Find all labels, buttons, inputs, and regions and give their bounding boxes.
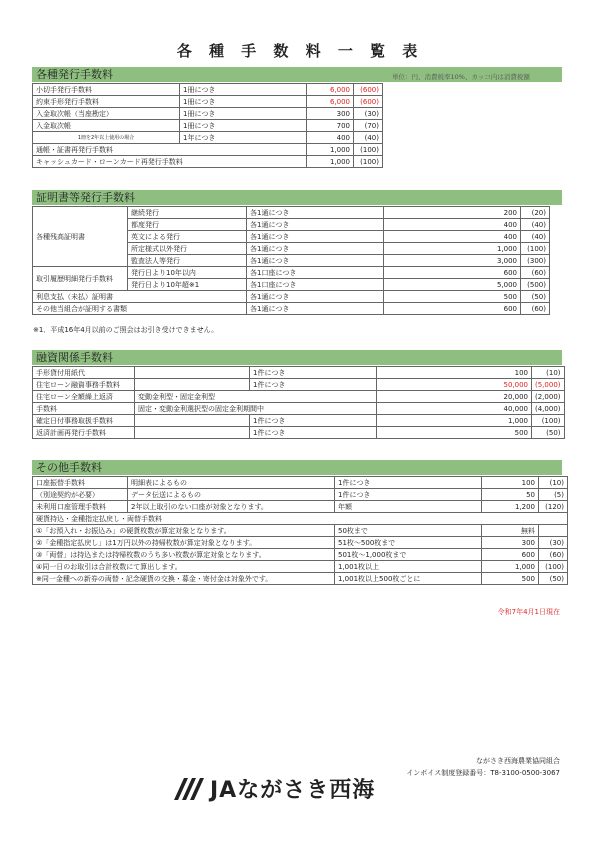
tax-cell: (50) (539, 573, 568, 585)
section-header-certificate: 証明書等発行手数料 (32, 190, 562, 205)
amount-cell: 300 (307, 108, 354, 120)
amount-cell: 40,000 (377, 403, 532, 415)
table-row (33, 207, 550, 219)
tax-cell: (5,000) (532, 379, 565, 391)
item-cell: 住宅ローン融資事務手数料 (33, 379, 135, 391)
logo-text: JAながさき西海 (210, 778, 376, 803)
table-row (33, 513, 568, 525)
unit-cell: 各1通につき (247, 243, 384, 255)
amount-cell: 1,200 (482, 501, 539, 513)
amount-cell: 3,000 (384, 255, 521, 267)
table-row (33, 537, 568, 549)
unit-cell: 各1通につき (247, 303, 384, 315)
amount-cell: 1,000 (377, 415, 532, 427)
table-row (33, 477, 568, 489)
unit-cell: 各1通につき (247, 255, 384, 267)
group-cell: 取引履歴明細発行手数料 (33, 267, 128, 291)
tax-cell: (100) (354, 156, 383, 168)
coin-note-cell: ①「お預入れ・お振込み」の硬貨枚数が算定対象となります。 (33, 525, 335, 537)
item-cell: 約束手形発行手数料 (33, 96, 180, 108)
page-title: 各 種 手 数 料 一 覧 表 (176, 42, 424, 60)
amount-cell: 1,000 (384, 243, 521, 255)
item-cell: 入金取次帳（当座勘定） (33, 108, 180, 120)
table-row (33, 549, 568, 561)
item-cell: 1冊を2年以上使用の場合 (33, 132, 180, 144)
table-row (33, 367, 565, 379)
coin-range-cell: 1,001枚以上500枚ごとに (335, 573, 482, 585)
tax-cell: (70) (354, 120, 383, 132)
sub-item-cell: 明細表によるもの (128, 477, 335, 489)
table-row (33, 267, 550, 279)
item-cell: 未利用口座管理手数料 (33, 501, 128, 513)
amount-cell: 20,000 (377, 391, 532, 403)
item-cell: （別途契約が必要） (33, 489, 128, 501)
table-row (33, 120, 383, 132)
item-cell: キャッシュカード・ローンカード再発行手数料 (33, 156, 307, 168)
group-cell: 各種残高証明書 (33, 207, 128, 267)
amount-cell: 100 (482, 477, 539, 489)
tax-cell: (4,000) (532, 403, 565, 415)
table-row (33, 108, 383, 120)
other-table (32, 476, 568, 585)
amount-cell: 600 (482, 549, 539, 561)
sub-item-cell: 継続発行 (128, 207, 247, 219)
item-cell: 利息支払（未払）証明書 (33, 291, 247, 303)
item-cell: その他当組合が証明する書類 (33, 303, 247, 315)
table-row (33, 489, 568, 501)
section-header-other: その他手数料 (32, 460, 562, 475)
issuance-table (32, 83, 383, 168)
table-row (33, 303, 550, 315)
unit-cell: 1冊につき (180, 96, 307, 108)
table-row (33, 84, 383, 96)
sub-item-cell: データ伝送によるもの (128, 489, 335, 501)
tax-cell: (500) (521, 279, 550, 291)
blank-cell (135, 367, 250, 379)
tax-cell: (60) (521, 303, 550, 315)
section-header-issuance: 各種発行手数料 (32, 67, 562, 82)
amount-cell: 500 (384, 291, 521, 303)
org-name: ながさき西海農業協同組合 (476, 757, 560, 765)
table-row (33, 379, 565, 391)
table-row (33, 291, 550, 303)
table-row (33, 561, 568, 573)
amount-cell: 50,000 (377, 379, 532, 391)
tax-cell: (10) (539, 477, 568, 489)
item-cell: 手形貸付用紙代 (33, 367, 135, 379)
amount-cell: 400 (307, 132, 354, 144)
amount-cell: 100 (377, 367, 532, 379)
blank-cell (135, 379, 250, 391)
tax-cell: (100) (539, 561, 568, 573)
amount-cell: 200 (384, 207, 521, 219)
unit-cell: 各1通につき (247, 219, 384, 231)
table-row (33, 427, 565, 439)
coin-note-cell: ※同一金種への新券の両替・記念硬貨の交換・募金・寄付金は対象外です。 (33, 573, 335, 585)
unit-cell: 各1通につき (247, 291, 384, 303)
unit-cell: 1件につき (250, 427, 377, 439)
unit-cell: 固定・変動金利選択型の固定金利期間中 (135, 403, 377, 415)
coin-note-cell: ③「両替」は持込または持帰枚数のうち多い枚数が算定対象となります。 (33, 549, 335, 561)
effective-date: 令和7年4月1日現在 (497, 608, 560, 616)
ja-logo (174, 773, 375, 804)
sub-item-cell: 都度発行 (128, 219, 247, 231)
tax-cell: (30) (354, 108, 383, 120)
tax-cell: (600) (354, 84, 383, 96)
invoice-number: インボイス制度登録番号：T8-3100-0500-3067 (406, 769, 560, 777)
amount-cell: 500 (482, 573, 539, 585)
table-row (33, 525, 568, 537)
amount-cell: 6,000 (307, 96, 354, 108)
table-row (33, 144, 383, 156)
tax-cell: (100) (532, 415, 565, 427)
tax-cell: (60) (521, 267, 550, 279)
item-cell: 小切手発行手数料 (33, 84, 180, 96)
tax-cell: (40) (521, 231, 550, 243)
table-row (33, 573, 568, 585)
unit-cell: 1件につき (335, 489, 482, 501)
unit-cell: 各1口座につき (247, 279, 384, 291)
item-cell: 入金取次帳 (33, 120, 180, 132)
tax-cell: (40) (354, 132, 383, 144)
section-header-loan: 融資関係手数料 (32, 350, 562, 365)
table-row (33, 96, 383, 108)
coin-range-cell: 51枚～500枚まで (335, 537, 482, 549)
tax-cell (539, 525, 568, 537)
table-row (33, 156, 383, 168)
blank-cell (135, 415, 250, 427)
sub-item-cell: 英文による発行 (128, 231, 247, 243)
unit-cell: 各1口座につき (247, 267, 384, 279)
amount-cell: 600 (384, 303, 521, 315)
tax-cell: (30) (539, 537, 568, 549)
item-cell: 返済計画再発行手数料 (33, 427, 135, 439)
item-cell: 口座振替手数料 (33, 477, 128, 489)
table-row (33, 501, 568, 513)
amount-cell: 400 (384, 219, 521, 231)
tax-cell: (300) (521, 255, 550, 267)
tax-cell: (60) (539, 549, 568, 561)
unit-cell: 1件につき (250, 367, 377, 379)
unit-note: 単位：円、消費税率10%、カッコ内は消費税額 (392, 73, 530, 81)
unit-cell: 年額 (335, 501, 482, 513)
unit-cell: 1件につき (250, 415, 377, 427)
amount-cell: 無料 (482, 525, 539, 537)
unit-cell: 1冊につき (180, 84, 307, 96)
tax-cell: (20) (521, 207, 550, 219)
table-row (33, 391, 565, 403)
amount-cell: 5,000 (384, 279, 521, 291)
tax-cell: (10) (532, 367, 565, 379)
tax-cell: (5) (539, 489, 568, 501)
amount-cell: 300 (482, 537, 539, 549)
amount-cell: 500 (377, 427, 532, 439)
amount-cell: 50 (482, 489, 539, 501)
table-row (33, 403, 565, 415)
loan-table (32, 366, 565, 439)
unit-cell: 1冊につき (180, 120, 307, 132)
unit-cell: 各1通につき (247, 231, 384, 243)
unit-cell: 1件につき (250, 379, 377, 391)
sub-item-cell: 所定様式以外発行 (128, 243, 247, 255)
amount-cell: 1,000 (307, 144, 354, 156)
table-row (33, 415, 565, 427)
coin-range-cell: 50枚まで (335, 525, 482, 537)
tax-cell: (50) (521, 291, 550, 303)
tax-cell: (100) (354, 144, 383, 156)
unit-cell: 各1通につき (247, 207, 384, 219)
unit-cell: 1年につき (180, 132, 307, 144)
coin-note-cell: ②「金種指定払戻し」は1万円以外の持帰枚数が算定対象となります。 (33, 537, 335, 549)
amount-cell: 600 (384, 267, 521, 279)
coin-range-cell: 501枚～1,000枚まで (335, 549, 482, 561)
amount-cell: 400 (384, 231, 521, 243)
tax-cell: (100) (521, 243, 550, 255)
coin-range-cell: 1,001枚以上 (335, 561, 482, 573)
sub-item-cell: 2年以上取引のない口座が対象となります。 (128, 501, 335, 513)
coin-title-cell: 硬貨持込・金種指定払戻し・両替手数料 (33, 513, 568, 525)
tax-cell: (600) (354, 96, 383, 108)
item-cell: 住宅ローン全額繰上返済 (33, 391, 135, 403)
item-cell: 確定日付事務取扱手数料 (33, 415, 135, 427)
unit-cell: 1冊につき (180, 108, 307, 120)
item-cell: 通帳・証書再発行手数料 (33, 144, 307, 156)
sub-item-cell: 発行日より10年超※1 (128, 279, 247, 291)
amount-cell: 1,000 (482, 561, 539, 573)
ja-logo-icon (174, 776, 204, 802)
amount-cell: 1,000 (307, 156, 354, 168)
unit-cell: 変動金利型・固定金利型 (135, 391, 377, 403)
tax-cell: (50) (532, 427, 565, 439)
amount-cell: 6,000 (307, 84, 354, 96)
coin-note-cell: ④同一日のお取引は合計枚数にて算出します。 (33, 561, 335, 573)
tax-cell: (40) (521, 219, 550, 231)
item-cell: 手数料 (33, 403, 135, 415)
tax-cell: (2,000) (532, 391, 565, 403)
sub-item-cell: 発行日より10年以内 (128, 267, 247, 279)
sub-item-cell: 監査法人等発行 (128, 255, 247, 267)
blank-cell (135, 427, 250, 439)
table-row (33, 132, 383, 144)
certificate-table (32, 206, 550, 315)
amount-cell: 700 (307, 120, 354, 132)
certificate-footnote: ※1．平成16年4月以前のご照会はお引き受けできません。 (33, 326, 219, 334)
tax-cell: (120) (539, 501, 568, 513)
unit-cell: 1件につき (335, 477, 482, 489)
